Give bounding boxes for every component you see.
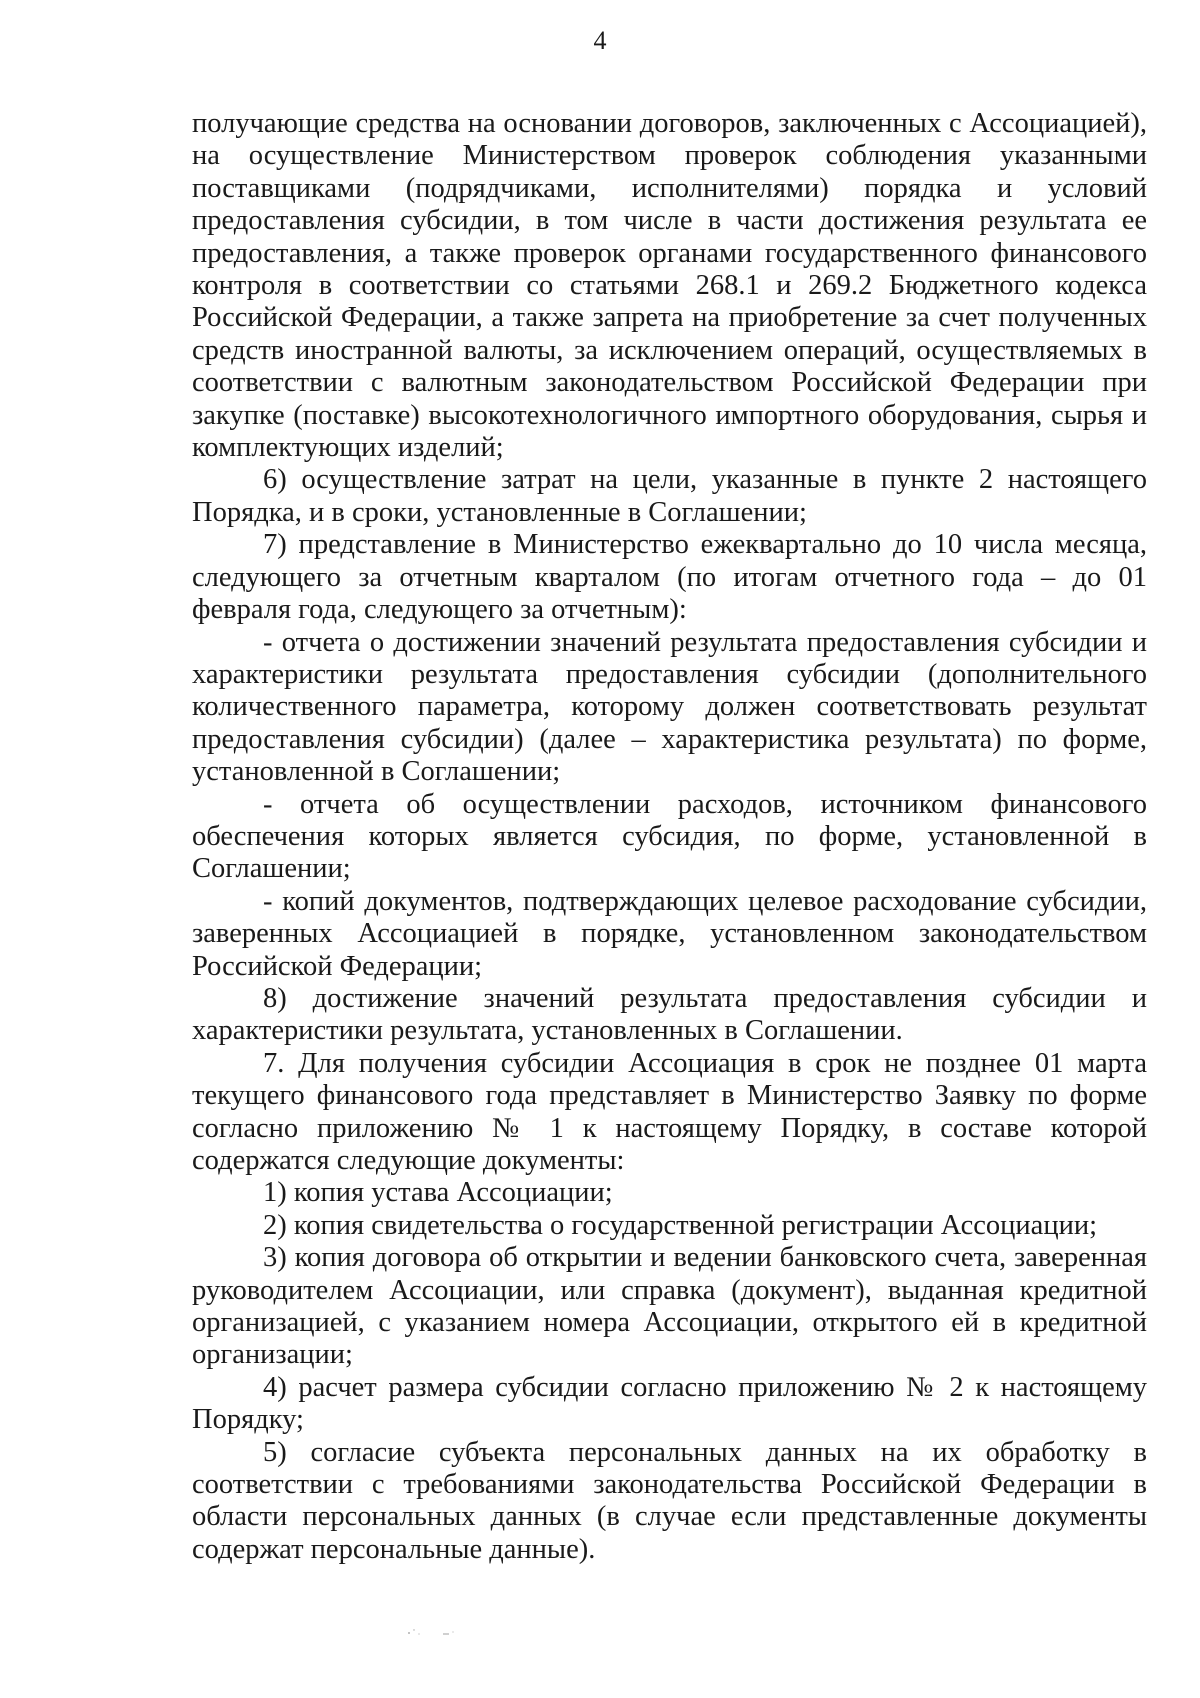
- paragraph: получающие средства на основании договоров, заключенных с Ассоциацией), на осуществление Министерством проверок соблюдения указанными поставщиками (подрядчиками, исполнителями) порядка и условий предоставления субсидии, в том числе в части достижения результата ее предоставления, а также проверок органами государственного финансового контроля в соответствии со статьями 268.1 и 269.2 Бюджетного кодекса Российской Федерации, а также запрета на приобретение за счет полученных средств иностранной валюты, за исключением операций, осуществляемых в соответствии с валютным законодательством Российской Федерации при закупке (поставке) высокотехнологичного импортного оборудования, сырья и комплектующих изделий;: [192, 108, 1147, 464]
- list-item: 1) копия устава Ассоциации;: [263, 1177, 613, 1209]
- paragraph: 8) достижение значений результата предоставления субсидии и характеристики результата, установленных в Соглашении.: [192, 982, 1147, 1047]
- list-item: 4) расчет размера субсидии согласно приложению № 2 к настоящему Порядку;: [192, 1371, 1147, 1436]
- paragraph: 6) осуществление затрат на цели, указанные в пункте 2 настоящего Порядка, и в сроки, установленные в Соглашении;: [192, 464, 1147, 528]
- list-item: 2) копия свидетельства о государственной регистрации Ассоциации;: [263, 1209, 1097, 1241]
- scan-specks: [405, 1625, 465, 1639]
- paragraph: 7. Для получения субсидии Ассоциация в срок не позднее 01 марта текущего финансового года представляет в Министерство Заявку по форме согласно приложению № 1 к настоящему Порядку, в составе которой содержатся следующие документы:: [192, 1047, 1147, 1176]
- page-number: 4: [593, 26, 607, 55]
- paragraph: - отчета об осуществлении расходов, источником финансового обеспечения которых является субсидия, по форме, установленной в Соглашении;: [192, 788, 1147, 885]
- document-body: [192, 108, 1147, 1566]
- paragraph: - копий документов, подтверждающих целевое расходование субсидии, заверенных Ассоциацией в порядке, установленном законодательством Российской Федерации;: [192, 885, 1147, 982]
- paragraph: - отчета о достижении значений результата предоставления субсидии и характеристики результата предоставления субсидии (дополнительного количественного параметра, которому должен соответствовать результат предоставления субсидии) (далее – характеристика результата) по форме, установленной в Соглашении;: [192, 626, 1147, 788]
- list-item: 5) согласие субъекта персональных данных на их обработку в соответствии с требованиями законодательства Российской Федерации в области персональных данных (в случае если представленные документы содержат персональные данные).: [192, 1436, 1147, 1565]
- paragraph: 7) представление в Министерство ежеквартально до 10 числа месяца, следующего за отчетным кварталом (по итогам отчетного года – до 01 февраля года, следующего за отчетным):: [192, 529, 1147, 626]
- list-item: 3) копия договора об открытии и ведении банковского счета, заверенная руководителем Ассоциации, или справка (документ), выданная кредитной организацией, с указанием номера Ассоциации, открытого ей в кредитной организации;: [192, 1242, 1147, 1371]
